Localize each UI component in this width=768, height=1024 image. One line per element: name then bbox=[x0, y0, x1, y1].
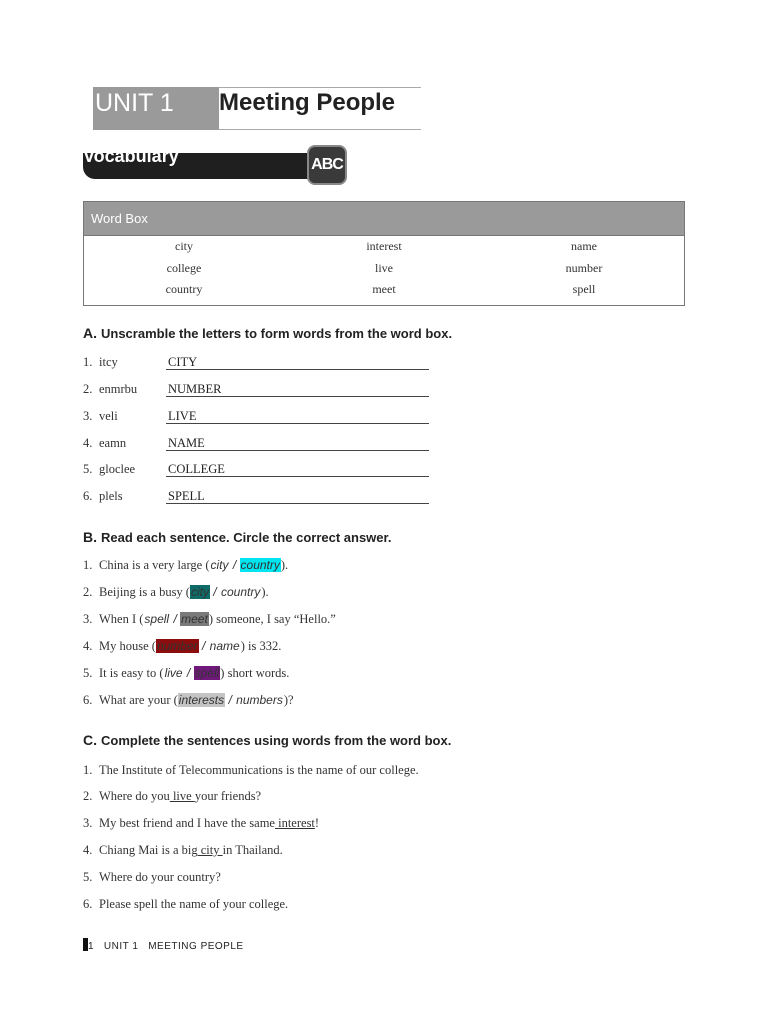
section-instruction: Unscramble the letters to form words from the word box. bbox=[101, 326, 453, 341]
list-item: 4. Chiang Mai is a big city in Thailand. bbox=[83, 843, 283, 857]
list-item: 6. What are your (interests / numbers)? bbox=[83, 693, 294, 707]
section-letter: B. bbox=[83, 529, 97, 545]
list-item: 6. plels bbox=[83, 489, 123, 503]
answer-field[interactable]: NUMBER bbox=[166, 381, 429, 397]
list-item: 3. veli bbox=[83, 409, 118, 423]
section-c-heading bbox=[83, 732, 451, 748]
list-item: 2. enmrbu bbox=[83, 382, 138, 396]
word-box-title: Word Box bbox=[84, 202, 684, 236]
list-item: 1. China is a very large (city / country). bbox=[83, 558, 289, 572]
answer-option[interactable]: name bbox=[209, 639, 240, 653]
answer-option[interactable]: country bbox=[240, 558, 280, 572]
word-box-cell: city bbox=[175, 239, 193, 253]
answer-option[interactable]: interests bbox=[178, 693, 225, 707]
answer-field[interactable]: CITY bbox=[166, 354, 429, 370]
list-item: 4. My house (number / name) is 332. bbox=[83, 639, 282, 653]
answer-option[interactable]: country bbox=[220, 585, 261, 599]
answer-field[interactable]: SPELL bbox=[166, 488, 429, 504]
word-box bbox=[83, 201, 685, 306]
filled-answer[interactable]: live bbox=[169, 789, 195, 803]
page-number: 1 bbox=[88, 941, 95, 952]
unit-title: Meeting People bbox=[219, 87, 421, 130]
list-item: 2. Where do you live your friends? bbox=[83, 789, 262, 803]
word-box-cell: meet bbox=[372, 282, 396, 296]
filled-answer[interactable]: interest bbox=[274, 816, 315, 830]
section-letter: A. bbox=[83, 325, 97, 341]
section-instruction: Read each sentence. Circle the correct answer. bbox=[101, 530, 392, 545]
page-footer bbox=[83, 938, 244, 952]
word-box-cell: college bbox=[166, 261, 202, 275]
list-item: 3. When I (spell / meet) someone, I say “Hello.” bbox=[83, 612, 336, 626]
list-item: 2. Beijing is a busy (city / country). bbox=[83, 585, 269, 599]
section-instruction: Complete the sentences using words from the word box. bbox=[101, 733, 452, 748]
list-item: 5. It is easy to (live / spell) short words. bbox=[83, 666, 290, 680]
answer-option[interactable]: spell bbox=[144, 612, 170, 626]
word-box-cell: live bbox=[375, 261, 393, 275]
answer-option[interactable]: spell bbox=[194, 666, 220, 680]
word-box-cell: country bbox=[165, 282, 203, 296]
list-item: 5. gloclee bbox=[83, 462, 136, 476]
word-box-cell: name bbox=[571, 239, 597, 253]
list-item: 5. Where do your country? bbox=[83, 870, 221, 884]
answer-field[interactable]: COLLEGE bbox=[166, 461, 429, 477]
footer-text: UNIT 1 MEETING PEOPLE bbox=[103, 941, 244, 952]
list-item: 4. eamn bbox=[83, 436, 127, 450]
answer-option[interactable]: live bbox=[164, 666, 183, 680]
filled-answer[interactable]: city bbox=[197, 843, 223, 857]
list-item: 1. itcy bbox=[83, 355, 118, 369]
word-box-cell: interest bbox=[366, 239, 402, 253]
answer-option[interactable]: meet bbox=[181, 612, 208, 626]
vocabulary-label: Vocabulary bbox=[83, 146, 179, 166]
abc-icon: ABC bbox=[307, 145, 347, 185]
word-box-cell: number bbox=[565, 261, 603, 275]
section-b-heading bbox=[83, 529, 391, 545]
answer-option[interactable]: numbers bbox=[236, 693, 283, 707]
answer-option[interactable]: city bbox=[190, 585, 209, 599]
answer-field[interactable]: LIVE bbox=[166, 408, 429, 424]
answer-field[interactable]: NAME bbox=[166, 435, 429, 451]
section-letter: C. bbox=[83, 732, 97, 748]
list-item: 3. My best friend and I have the same interest! bbox=[83, 816, 320, 830]
answer-option[interactable]: city bbox=[210, 558, 229, 572]
unit-number: UNIT 1 bbox=[93, 87, 219, 130]
section-a-heading bbox=[83, 325, 452, 341]
list-item: 1. The Institute of Telecommunications is the name of our college. bbox=[83, 763, 419, 777]
answer-option[interactable]: number bbox=[156, 639, 198, 653]
list-item: 6. Please spell the name of your college. bbox=[83, 897, 289, 911]
word-box-cell: spell bbox=[572, 282, 596, 296]
